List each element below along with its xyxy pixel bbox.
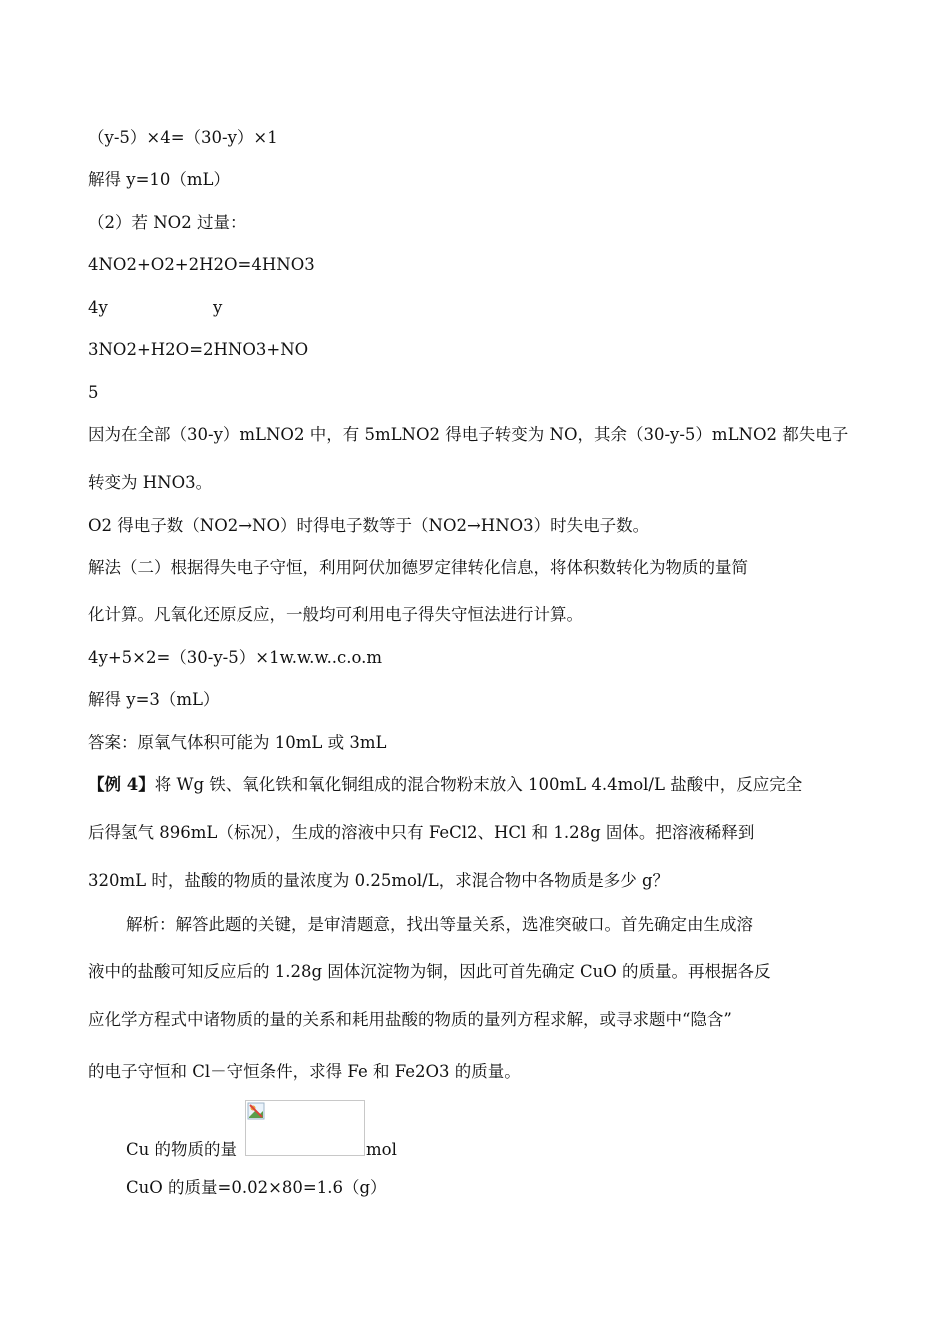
coefficient-y: y — [213, 298, 223, 317]
paragraph-line: 液中的盐酸可知反应后的 1.28g 固体沉淀物为铜，因此可首先确定 CuO 的质量。再根据各反 — [88, 962, 771, 981]
broken-image-icon — [247, 1102, 265, 1120]
reaction-equation: 3NO2+H2O=2HNO3+NO — [88, 340, 309, 359]
paragraph-line: 应化学方程式中诸物质的量的关系和耗用盐酸的物质的量列方程求解，或寻求题中“隐含” — [88, 1010, 732, 1029]
paragraph-line: 转变为 HNO3。 — [88, 473, 213, 492]
mol-unit: mol — [366, 1140, 397, 1159]
example-text: 将 Wg 铁、氧化铁和氧化铜组成的混合物粉末放入 100mL 4.4mol/L 盐酸中，反应完全 — [154, 775, 803, 794]
example-line — [88, 775, 863, 795]
case-heading: （2）若 NO2 过量： — [88, 213, 247, 232]
example-label: 【例 4】 — [88, 775, 155, 794]
answer-line: 答案：原氧气体积可能为 10mL 或 3mL — [88, 733, 387, 752]
paragraph-line: 化计算。凡氧化还原反应，一般均可利用电子得失守恒法进行计算。 — [88, 605, 583, 624]
formula-image-placeholder — [245, 1100, 365, 1156]
paragraph-line: 的电子守恒和 Cl－守恒条件，求得 Fe 和 Fe2O3 的质量。 — [88, 1062, 521, 1081]
paragraph-line: 解法（二）根据得失电子守恒，利用阿伏加德罗定律转化信息，将体积数转化为物质的量简 — [88, 558, 748, 577]
paragraph-line: 因为在全部（30-y）mLNO2 中，有 5mLNO2 得电子转变为 NO，其余（30-y-5）mLNO2 都失电子 — [88, 425, 849, 444]
coefficient-4y: 4y — [88, 298, 108, 317]
analysis-line: 解析：解答此题的关键，是审清题意，找出等量关系，选准突破口。首先确定由生成溶 — [126, 915, 753, 934]
result-line: 解得 y=3（mL） — [88, 690, 220, 709]
equation-line: （y-5）×4=（30-y）×1 — [88, 128, 278, 147]
cuo-mass-line: CuO 的质量=0.02×80=1.6（g） — [126, 1178, 387, 1197]
equation-line: 4y+5×2=（30-y-5）×1w.w.w..c.o.m — [88, 648, 383, 667]
reaction-equation: 4NO2+O2+2H2O=4HNO3 — [88, 255, 315, 274]
coefficient-5: 5 — [88, 383, 99, 402]
result-line: 解得 y=10（mL） — [88, 170, 230, 189]
cu-moles-label: Cu 的物质的量 — [126, 1140, 237, 1159]
paragraph-line: 320mL 时，盐酸的物质的量浓度为 0.25mol/L，求混合物中各物质是多少 g？ — [88, 871, 670, 890]
paragraph-line: 后得氢气 896mL（标况），生成的溶液中只有 FeCl2、HCl 和 1.28g 固体。把溶液稀释到 — [88, 823, 755, 842]
paragraph-line: O2 得电子数（NO2→NO）时得电子数等于（NO2→HNO3）时失电子数。 — [88, 516, 650, 535]
